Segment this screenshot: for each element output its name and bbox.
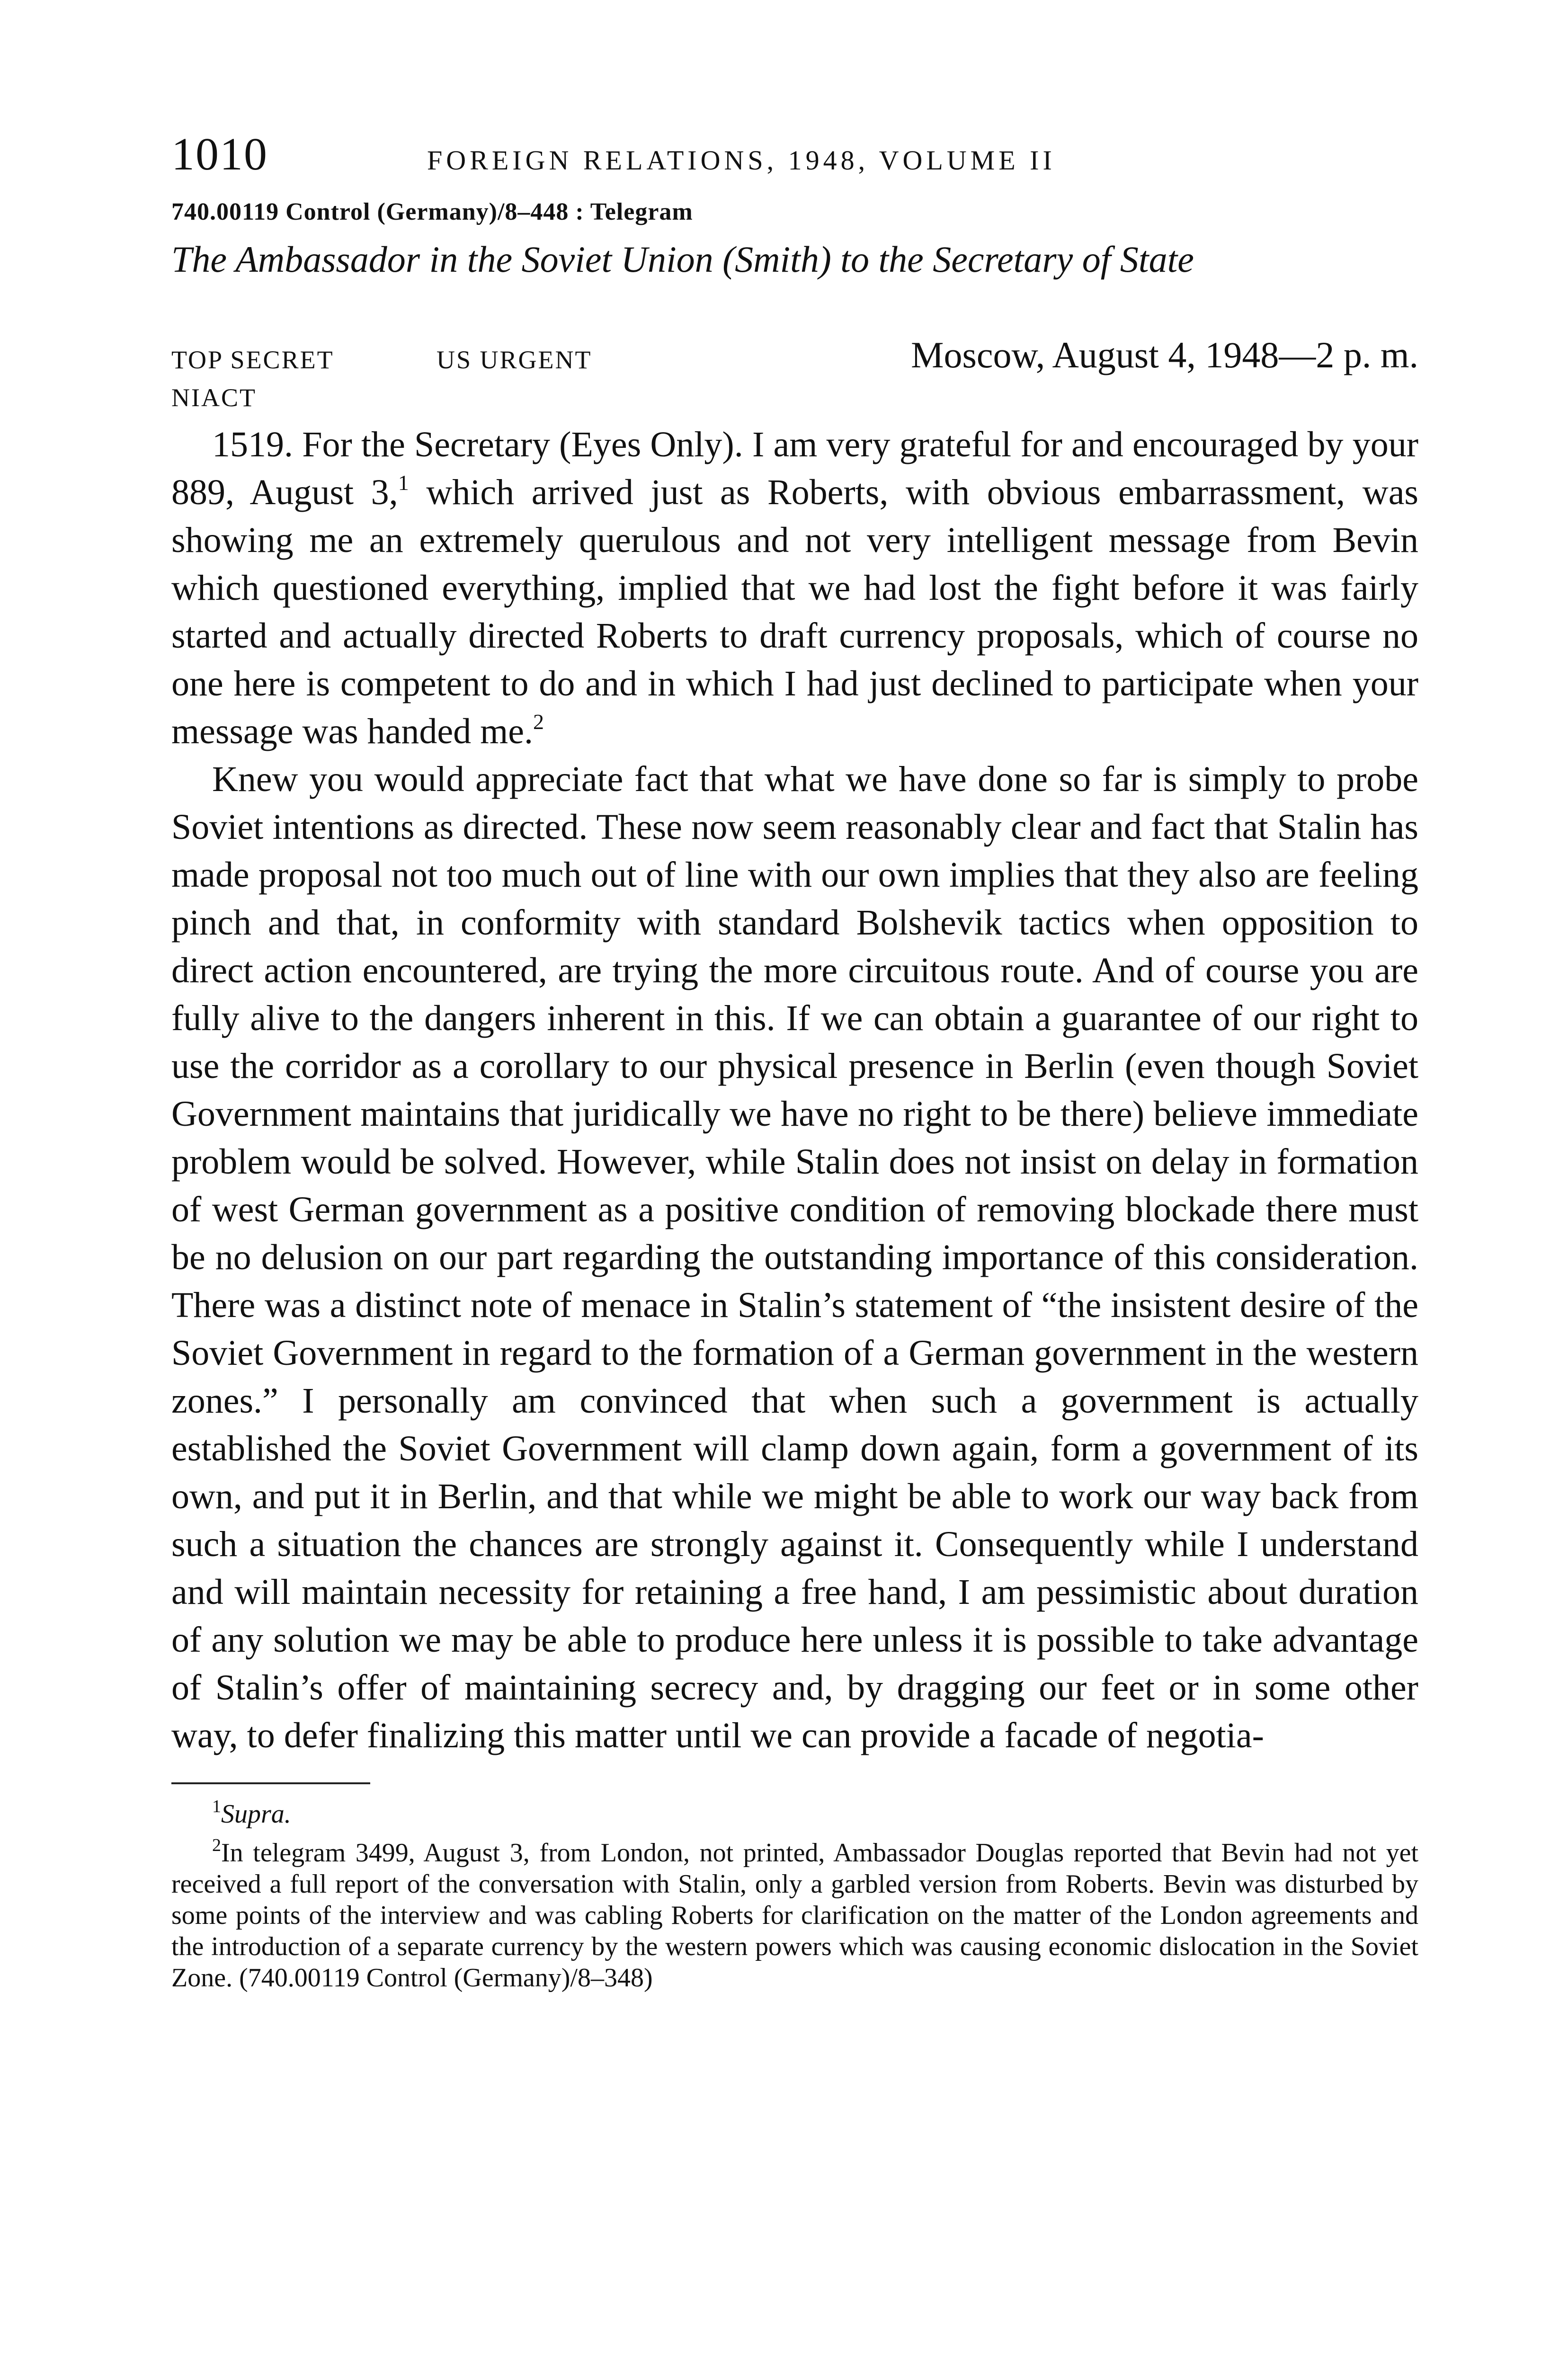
paragraph-1-part-b: which arrived just as Roberts, with obvious embarrassment, was showing me an extremely querulous and not very intelligent message from Bevin which questioned everything, implied that we had lost the fight before it was fairly started and actually directed Roberts to draft currency proposals, which of course no one here is competent to do and in which I had just declined to participate when your message was handed me. — [171, 472, 1419, 751]
document-heading: The Ambassador in the Soviet Union (Smith) to the Secretary of State — [171, 239, 1194, 280]
footnote-ref-2: 2 — [533, 710, 544, 734]
precedence-label: US URGENT — [437, 346, 592, 374]
classification-row — [171, 334, 1418, 379]
footnotes — [171, 1791, 1418, 1993]
routing-indicator: NIACT — [171, 383, 257, 412]
footnote-divider — [171, 1782, 370, 1784]
running-head — [171, 128, 1418, 185]
footnote-1-mark: 1 — [212, 1797, 221, 1816]
paragraph-1-part-a: 1519. For the Secretary (Eyes Only). I am very grateful for and encouraged by your 889, August 3, — [171, 425, 1418, 512]
paragraph-2: Knew you would appreciate fact that what we have done so far is simply to probe Soviet intentions as directed. These now seem reasonably clear and fact that Stalin has made proposal not too much out of line with our own implies that they also are feeling pinch and that, in conformity with standard Bolshevik tactics when opposition to direct action encountered, are trying the more circuitous route. And of course you are fully alive to the dangers inherent in this. If we can obtain a guarantee of our right to use the corridor as a corollary to our physical presence in Berlin (even though Soviet Government maintains that juridically we have no right to be there) believe immediate problem would be solved. However, while Stalin does not insist on delay in formation of west German government as a positive condition of removing blockade there must be no delusion on our part regarding the outstanding importance of this consideration. There was a distinct note of menace in Stalin’s statement of “the insistent desire of the Soviet Government in regard to the formation of a German government in the western zones.” I personally am convinced that when such a government is actually established the Soviet Government will clamp down again, form a government of its own, and put it in Berlin, and that while we might be able to work our way back from such a situation the chances are strongly against it. Consequently while I understand and will maintain necessity for retaining a free hand, I am pessimistic about duration of any solution we may be able to produce here unless it is possible to take advantage of Stalin’s offer of maintaining secrecy and, by dragging our feet or in some other way, to defer finalizing this matter until we can provide a facade of negotia- — [171, 759, 1418, 1755]
running-title: FOREIGN RELATIONS, 1948, VOLUME II — [427, 145, 1056, 176]
footnote-1-text: Supra. — [221, 1799, 291, 1829]
telegram-body — [171, 421, 1418, 1760]
footnote-2 — [171, 1830, 1418, 1993]
page-number: 1010 — [171, 129, 268, 180]
footnote-ref-1: 1 — [398, 471, 409, 495]
file-reference: 740.00119 Control (Germany)/8–448 : Telegram — [171, 198, 693, 225]
dateline: Moscow, August 4, 1948—2 p. m. — [911, 334, 1418, 375]
footnote-2-mark: 2 — [212, 1835, 221, 1855]
footnote-1 — [171, 1791, 1418, 1830]
footnote-2-text: In telegram 3499, August 3, from London, not printed, Ambassador Douglas reported that Bevin had not yet received a full report of the conversation with Stalin, only a garbled version from Roberts. Bevin was disturbed by some points of the interview and was cabling Roberts for clarification on the matter of the London agreements and the introduction of a separate currency by the western powers which was causing economic dislocation in the Soviet Zone. (740.00119 Control (Germany)/8–348) — [171, 1838, 1418, 1993]
paragraph-1 — [171, 421, 1418, 756]
classification-label: TOP SECRET — [171, 346, 334, 374]
